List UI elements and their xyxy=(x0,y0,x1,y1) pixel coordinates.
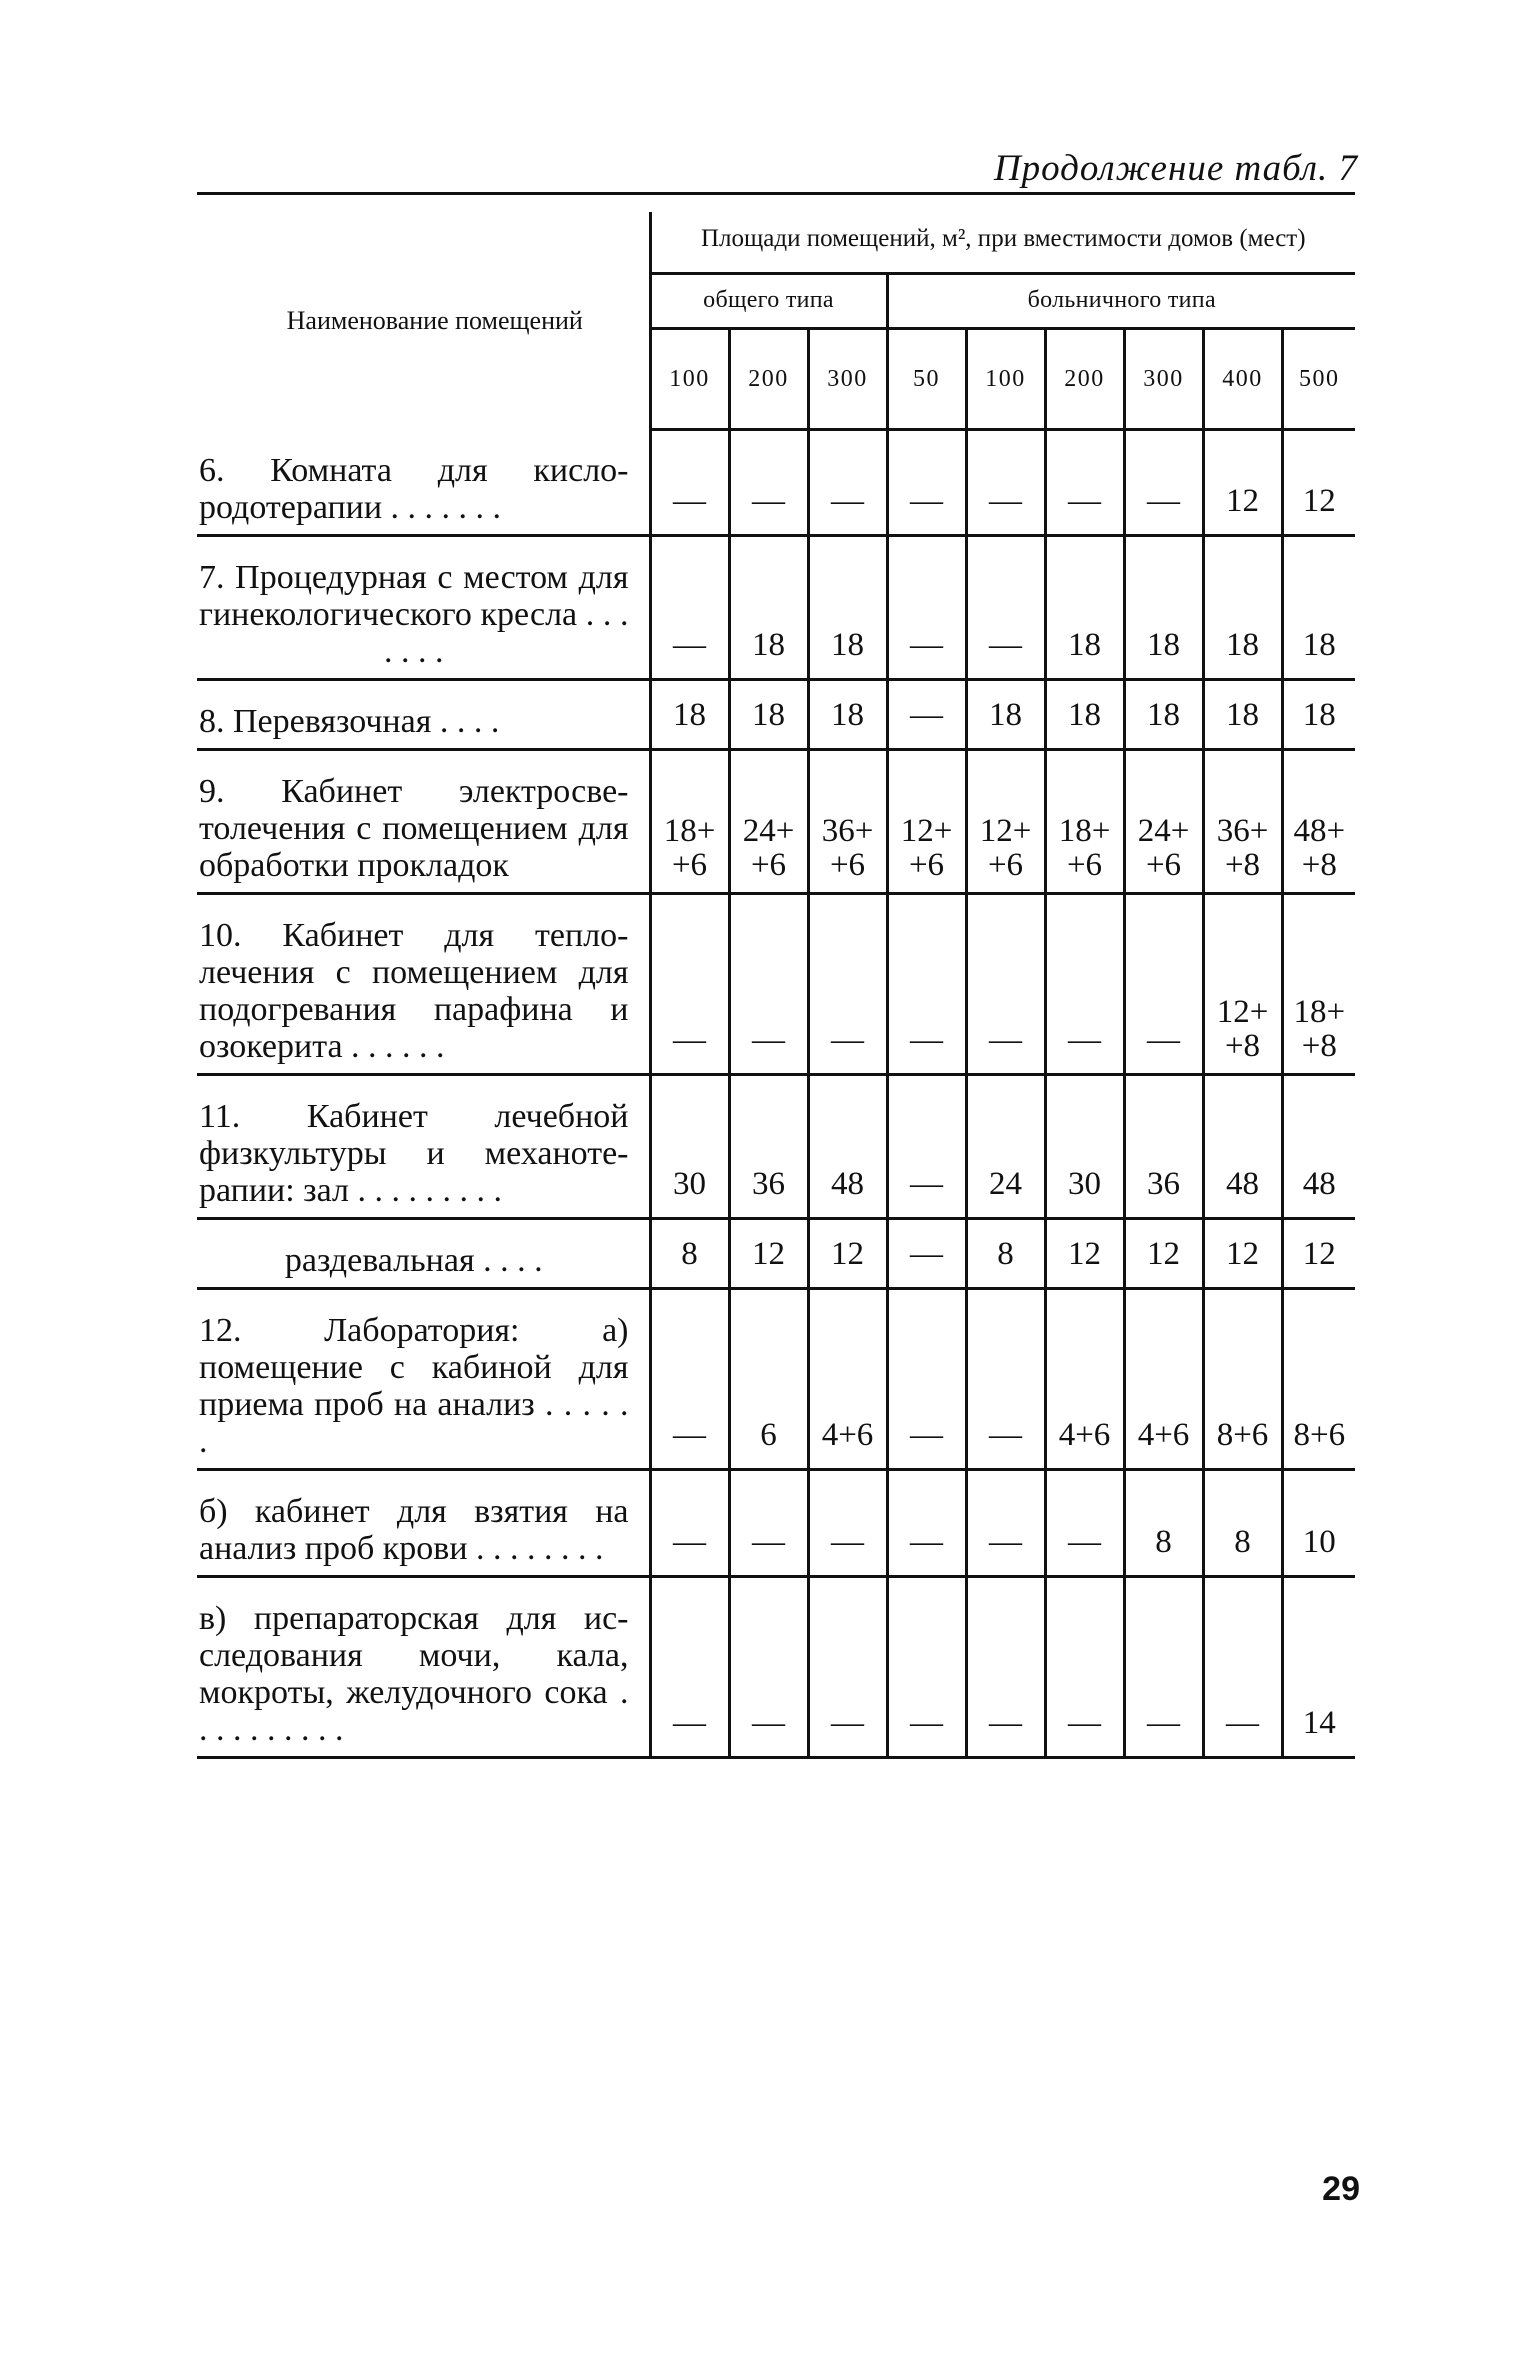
row-value: 48 xyxy=(1203,1074,1282,1218)
table-row xyxy=(197,1218,1355,1288)
row-value: 18 xyxy=(1124,679,1203,749)
row-value: — xyxy=(1045,893,1124,1074)
row-value: 18+ +6 xyxy=(1045,749,1124,893)
row-name: в) препараторская для исследования мочи, кала, мокроты, желудочного сока . . . . . . . . . . xyxy=(197,1576,650,1757)
row-name: 9. Кабинет электросветолечения с помещением для обработки прокладок xyxy=(197,749,650,893)
row-value: 18 xyxy=(1203,535,1282,679)
row-value: — xyxy=(887,430,966,536)
row-value: — xyxy=(966,430,1045,536)
row-value: 4+6 xyxy=(1045,1288,1124,1469)
row-value: 24+ +6 xyxy=(1124,749,1203,893)
row-value: 18 xyxy=(729,535,808,679)
row-value: 12 xyxy=(808,1218,887,1288)
row-value: — xyxy=(808,893,887,1074)
row-value: 12 xyxy=(1203,1218,1282,1288)
row-value: 30 xyxy=(1045,1074,1124,1218)
row-value: 8 xyxy=(650,1218,729,1288)
row-value: 12 xyxy=(1282,430,1355,536)
row-name: 11. Кабинет лечебной физкультуры и механотерапии: зал . . . . . . . . . xyxy=(197,1074,650,1218)
header-hospital-type: больничного типа xyxy=(887,274,1355,329)
row-value: 36+ +8 xyxy=(1203,749,1282,893)
row-value: — xyxy=(1045,430,1124,536)
row-value: — xyxy=(1203,1576,1282,1757)
header-general-type: общего типа xyxy=(650,274,887,329)
table-row xyxy=(197,1288,1355,1469)
row-value: — xyxy=(1124,893,1203,1074)
row-value: 4+6 xyxy=(1124,1288,1203,1469)
row-value: — xyxy=(650,893,729,1074)
row-value: 12 xyxy=(1124,1218,1203,1288)
row-value: — xyxy=(966,893,1045,1074)
row-value: 8 xyxy=(1124,1469,1203,1576)
row-value: — xyxy=(650,1288,729,1469)
row-value: 36 xyxy=(1124,1074,1203,1218)
row-value: 18 xyxy=(1045,535,1124,679)
row-value: — xyxy=(1124,430,1203,536)
table-row xyxy=(197,1469,1355,1576)
row-value: 18 xyxy=(650,679,729,749)
row-value: 6 xyxy=(729,1288,808,1469)
table-row xyxy=(197,1576,1355,1757)
row-value: 18 xyxy=(729,679,808,749)
row-value: 18 xyxy=(1045,679,1124,749)
row-value: 12 xyxy=(1282,1218,1355,1288)
row-name: б) кабинет для взятия на анализ проб крови . . . . . . . . xyxy=(197,1469,650,1576)
row-value: 8+6 xyxy=(1282,1288,1355,1469)
row-value: 18+ +8 xyxy=(1282,893,1355,1074)
row-name: 12. Лаборатория: а) помещение с кабиной для приема проб на анализ . . . . . . xyxy=(197,1288,650,1469)
capacity-header: 100 xyxy=(966,329,1045,430)
row-value: — xyxy=(808,1576,887,1757)
row-value: — xyxy=(729,1576,808,1757)
row-value: — xyxy=(887,535,966,679)
row-value: — xyxy=(887,1074,966,1218)
row-value: — xyxy=(887,1469,966,1576)
row-value: — xyxy=(729,893,808,1074)
row-value: 30 xyxy=(650,1074,729,1218)
row-value: 36 xyxy=(729,1074,808,1218)
row-value: — xyxy=(808,1469,887,1576)
table-row xyxy=(197,749,1355,893)
header-name-col: Наименование помещений xyxy=(286,305,583,335)
row-value: — xyxy=(1045,1469,1124,1576)
row-value: 24+ +6 xyxy=(729,749,808,893)
row-value: 10 xyxy=(1282,1469,1355,1576)
capacity-header: 200 xyxy=(1045,329,1124,430)
page-number: 29 xyxy=(1322,2170,1360,2208)
row-value: 12 xyxy=(1045,1218,1124,1288)
table-row xyxy=(197,535,1355,679)
row-value: — xyxy=(966,535,1045,679)
row-value: 18 xyxy=(1282,535,1355,679)
row-value: 24 xyxy=(966,1074,1045,1218)
header-area: Площади помещений, м², при вместимости домов (мест) xyxy=(650,212,1355,274)
row-value: 18 xyxy=(808,535,887,679)
table-row xyxy=(197,430,1355,536)
row-name: 7. Процедурная с местом для гинекологического кресла . . . . . . . xyxy=(197,535,650,679)
row-value: 12+ +8 xyxy=(1203,893,1282,1074)
row-value: — xyxy=(650,430,729,536)
table-row xyxy=(197,1074,1355,1218)
row-value: — xyxy=(650,535,729,679)
row-value: — xyxy=(887,679,966,749)
capacity-header: 300 xyxy=(808,329,887,430)
row-value: — xyxy=(729,1469,808,1576)
capacity-header: 200 xyxy=(729,329,808,430)
row-value: 48 xyxy=(1282,1074,1355,1218)
capacity-header: 400 xyxy=(1203,329,1282,430)
row-value: — xyxy=(887,1576,966,1757)
row-value: — xyxy=(887,1288,966,1469)
row-value: 18 xyxy=(1203,679,1282,749)
row-value: — xyxy=(887,1218,966,1288)
table-row xyxy=(197,893,1355,1074)
row-value: 12+ +6 xyxy=(966,749,1045,893)
row-value: 12 xyxy=(1203,430,1282,536)
capacity-header: 300 xyxy=(1124,329,1203,430)
row-value: — xyxy=(808,430,887,536)
row-value: 48+ +8 xyxy=(1282,749,1355,893)
row-value: 14 xyxy=(1282,1576,1355,1757)
capacity-header: 100 xyxy=(650,329,729,430)
row-value: 8+6 xyxy=(1203,1288,1282,1469)
top-rule xyxy=(197,192,1355,195)
row-name: 10. Кабинет для теплолечения с помещением для подогревания парафина и озокерита . . . . . . xyxy=(197,893,650,1074)
row-value: — xyxy=(887,893,966,1074)
row-value: 12+ +6 xyxy=(887,749,966,893)
row-value: 18+ +6 xyxy=(650,749,729,893)
row-name: 8. Перевязочная . . . . xyxy=(197,679,650,749)
row-value: 18 xyxy=(966,679,1045,749)
row-value: — xyxy=(729,430,808,536)
row-value: — xyxy=(966,1288,1045,1469)
row-value: 36+ +6 xyxy=(808,749,887,893)
row-value: 8 xyxy=(966,1218,1045,1288)
capacity-header: 50 xyxy=(887,329,966,430)
row-value: 48 xyxy=(808,1074,887,1218)
row-value: — xyxy=(1045,1576,1124,1757)
row-value: 8 xyxy=(1203,1469,1282,1576)
capacity-header: 500 xyxy=(1282,329,1355,430)
row-value: 12 xyxy=(729,1218,808,1288)
row-value: — xyxy=(650,1469,729,1576)
row-name: 6. Комната для кислородотерапии . . . . . . . xyxy=(197,430,650,536)
row-value: — xyxy=(966,1469,1045,1576)
row-value: 18 xyxy=(808,679,887,749)
row-value: 4+6 xyxy=(808,1288,887,1469)
row-value: — xyxy=(650,1576,729,1757)
row-value: — xyxy=(1124,1576,1203,1757)
row-name: раздевальная . . . . xyxy=(197,1218,650,1288)
row-value: 18 xyxy=(1124,535,1203,679)
continuation-label: Продолжение табл. 7 xyxy=(993,148,1358,189)
rooms-area-table xyxy=(197,212,1355,1759)
row-value: 18 xyxy=(1282,679,1355,749)
row-value: — xyxy=(966,1576,1045,1757)
table-row xyxy=(197,679,1355,749)
